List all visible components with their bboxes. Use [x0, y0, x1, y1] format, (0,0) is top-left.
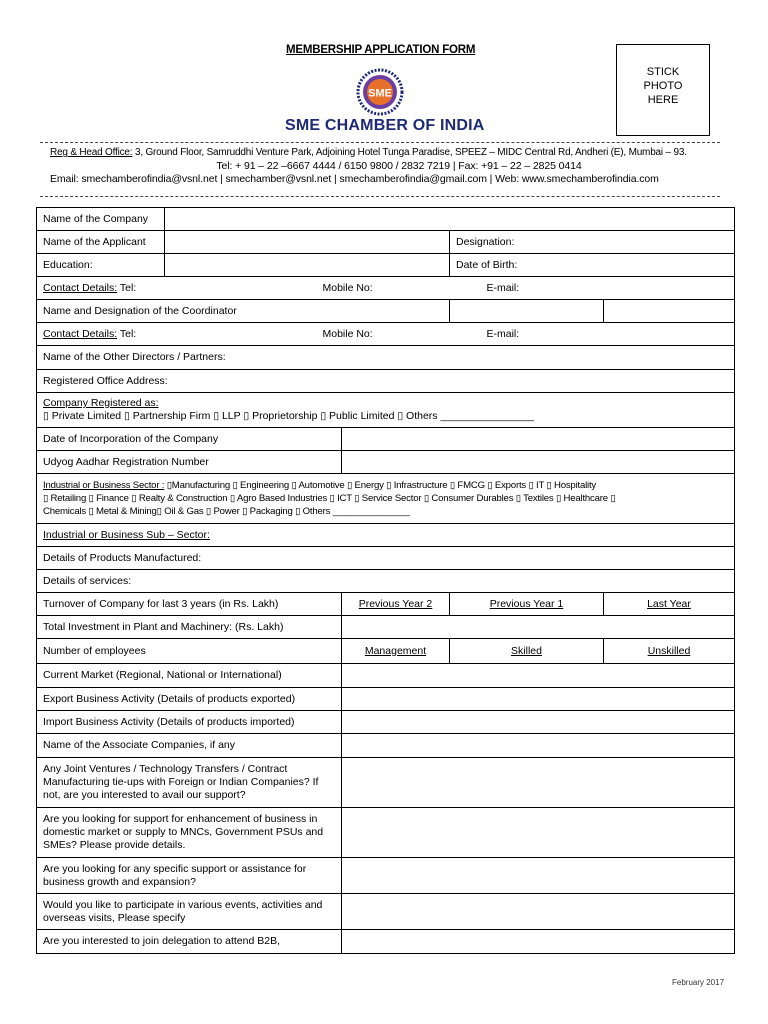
photo-label-line: HERE: [647, 94, 679, 106]
applicant-name-field[interactable]: [165, 231, 450, 254]
table-row: [37, 616, 735, 639]
joint-ventures-field[interactable]: [342, 758, 735, 808]
table-row: [37, 231, 735, 254]
turnover-label: Turnover of Company for last 3 years (in Rs. Lakh): [37, 593, 342, 616]
coordinator-contact-row[interactable]: [37, 323, 735, 346]
table-row: [37, 894, 735, 930]
coordinator-name-field[interactable]: [450, 300, 604, 323]
education-field[interactable]: [165, 254, 450, 277]
divider: [40, 196, 720, 197]
sme-chamber-logo: [352, 68, 408, 116]
delegation-label: Are you interested to join delegation to attend B2B,: [37, 930, 342, 954]
table-row: [37, 323, 735, 346]
incorporation-date-field[interactable]: [342, 428, 735, 451]
other-directors-field[interactable]: [37, 346, 735, 370]
joint-ventures-label: Any Joint Ventures / Technology Transfers / Contract Manufacturing tie-ups with Foreign or Indian Companies? If not, are you interested to avail our support?: [37, 758, 342, 808]
incorporation-date-label: Date of Incorporation of the Company: [37, 428, 342, 451]
management-header: Management: [342, 639, 450, 664]
company-registered-label: Company Registered as:: [43, 397, 159, 409]
photo-placeholder: [616, 44, 710, 136]
table-row: [37, 346, 735, 370]
table-row: [37, 300, 735, 323]
udyog-aadhar-field[interactable]: [342, 451, 735, 474]
services-field[interactable]: [37, 570, 735, 593]
previous-year-2-header: Previous Year 2: [342, 593, 450, 616]
import-activity-field[interactable]: [342, 711, 735, 734]
other-directors-label: Name of the Other Directors / Partners:: [43, 351, 226, 363]
coordinator-label: Name and Designation of the Coordinator: [37, 300, 450, 323]
events-field[interactable]: [342, 894, 735, 930]
mobile-label: Mobile No:: [322, 281, 373, 294]
organization-name: SME CHAMBER OF INDIA: [285, 117, 485, 134]
address-label: Reg & Head Office:: [50, 147, 133, 158]
company-registered-row[interactable]: [37, 393, 735, 428]
current-market-field[interactable]: [342, 664, 735, 688]
registered-office-field[interactable]: [37, 370, 735, 393]
growth-support-field[interactable]: [342, 858, 735, 894]
table-row: [37, 474, 735, 524]
company-name-label: Name of the Company: [37, 208, 165, 231]
events-label: Would you like to participate in various events, activities and overseas visits, Please specify: [37, 894, 342, 930]
table-row: [37, 393, 735, 428]
table-row: [37, 277, 735, 300]
enhancement-support-field[interactable]: [342, 808, 735, 858]
registered-office-label: Registered Office Address:: [43, 374, 168, 387]
table-row: [37, 688, 735, 711]
last-year-header: Last Year: [604, 593, 735, 616]
table-row: [37, 593, 735, 616]
associate-companies-field[interactable]: [342, 734, 735, 758]
delegation-field[interactable]: [342, 930, 735, 954]
email-web-line: Email: smechamberofindia@vsnl.net | smechamber@vsnl.net | smechamberofindia@gmail.com | Web: www.smechamberofindia.com: [50, 173, 659, 185]
associate-companies-label: Name of the Associate Companies, if any: [37, 734, 342, 758]
table-row: [37, 858, 735, 894]
contact-details-label: Contact Details:: [43, 281, 118, 294]
address-text: 3, Ground Floor, Samruddhi Venture Park, Adjoining Hotel Tunga Paradise, SPEEZ – MIDC Central Rd, Andheri (E), Mumbai – 93.: [132, 147, 687, 158]
email-label: E-mail:: [486, 281, 520, 294]
table-row: [37, 930, 735, 954]
table-row: [37, 758, 735, 808]
export-activity-label: Export Business Activity (Details of products exported): [37, 688, 342, 711]
investment-label: Total Investment in Plant and Machinery: (Rs. Lakh): [37, 616, 342, 639]
import-activity-label: Import Business Activity (Details of products imported): [37, 711, 342, 734]
unskilled-header: Unskilled: [604, 639, 735, 664]
table-row: [37, 451, 735, 474]
photo-label-line: STICK: [646, 66, 680, 78]
current-market-label: Current Market (Regional, National or International): [37, 664, 342, 688]
services-label: Details of services:: [43, 574, 132, 587]
dob-field[interactable]: [450, 254, 735, 277]
sub-sector-field[interactable]: [37, 524, 735, 547]
footer-date: February 2017: [672, 978, 725, 987]
designation-label: Designation:: [456, 235, 515, 248]
table-row: [37, 734, 735, 758]
table-row: [37, 547, 735, 570]
sub-sector-label: Industrial or Business Sub – Sector:: [43, 528, 210, 541]
export-activity-field[interactable]: [342, 688, 735, 711]
table-row: [37, 254, 735, 277]
contact-details-row[interactable]: [37, 277, 735, 300]
coordinator-designation-field[interactable]: [604, 300, 735, 323]
contact-details-label: Contact Details:: [43, 327, 118, 340]
sector-options-line[interactable]: ▯ Retailing ▯ Finance ▯ Realty & Construction ▯ Agro Based Industries ▯ ICT ▯ Service Sector ▯ Consumer Durables ▯ Textiles ▯ Healthcare ▯: [43, 493, 616, 504]
investment-field[interactable]: [342, 616, 735, 639]
tel-label: Tel:: [117, 281, 137, 294]
mobile-label: Mobile No:: [322, 327, 373, 340]
table-row: [37, 428, 735, 451]
sector-options-line[interactable]: ▯Manufacturing ▯ Engineering ▯ Automotive ▯ Energy ▯ Infrastructure ▯ FMCG ▯ Exports ▯ IT ▯ Hospitality: [164, 480, 597, 491]
company-name-field[interactable]: [165, 208, 735, 231]
employees-label: Number of employees: [37, 639, 342, 664]
previous-year-1-header: Previous Year 1: [450, 593, 604, 616]
table-row: [37, 664, 735, 688]
business-sector-row[interactable]: [37, 474, 735, 524]
skilled-header: Skilled: [450, 639, 604, 664]
table-row: [37, 370, 735, 393]
application-form-table: [36, 207, 735, 954]
designation-field[interactable]: [450, 231, 735, 254]
table-row: [37, 208, 735, 231]
udyog-aadhar-label: Udyog Aadhar Registration Number: [37, 451, 342, 474]
table-row: [37, 524, 735, 547]
education-label: Education:: [37, 254, 165, 277]
enhancement-support-label: Are you looking for support for enhancement of business in domestic market or supply to MNCs, Government PSUs and SMEs? Please provide details.: [37, 808, 342, 858]
products-label: Details of Products Manufactured:: [43, 551, 202, 564]
dob-label: Date of Birth:: [456, 258, 518, 271]
head-office-address: [50, 147, 687, 158]
logo-text: SME: [368, 87, 392, 100]
photo-label-line: PHOTO: [643, 80, 683, 92]
sector-options-line[interactable]: Chemicals ▯ Metal & Mining▯ Oil & Gas ▯ Power ▯ Packaging ▯ Others _______________: [43, 506, 410, 517]
tel-label: Tel:: [117, 327, 137, 340]
registration-type-options[interactable]: ▯ Private Limited ▯ Partnership Firm ▯ LLP ▯ Proprietorship ▯ Public Limited ▯ Others ________________: [43, 410, 534, 422]
products-field[interactable]: [37, 547, 735, 570]
applicant-name-label: Name of the Applicant: [37, 231, 165, 254]
table-row: [37, 570, 735, 593]
table-row: [37, 639, 735, 664]
email-label: E-mail:: [486, 327, 520, 340]
tel-fax-line: Tel: + 91 – 22 –6667 4444 / 6150 9800 / 2832 7219 | Fax: +91 – 22 – 2825 0414: [216, 160, 582, 172]
sector-label: Industrial or Business Sector :: [43, 480, 165, 491]
divider: [40, 142, 720, 143]
form-title: MEMBERSHIP APPLICATION FORM: [286, 44, 476, 56]
table-row: [37, 711, 735, 734]
growth-support-label: Are you looking for any specific support or assistance for business growth and expansion?: [37, 858, 342, 894]
table-row: [37, 808, 735, 858]
